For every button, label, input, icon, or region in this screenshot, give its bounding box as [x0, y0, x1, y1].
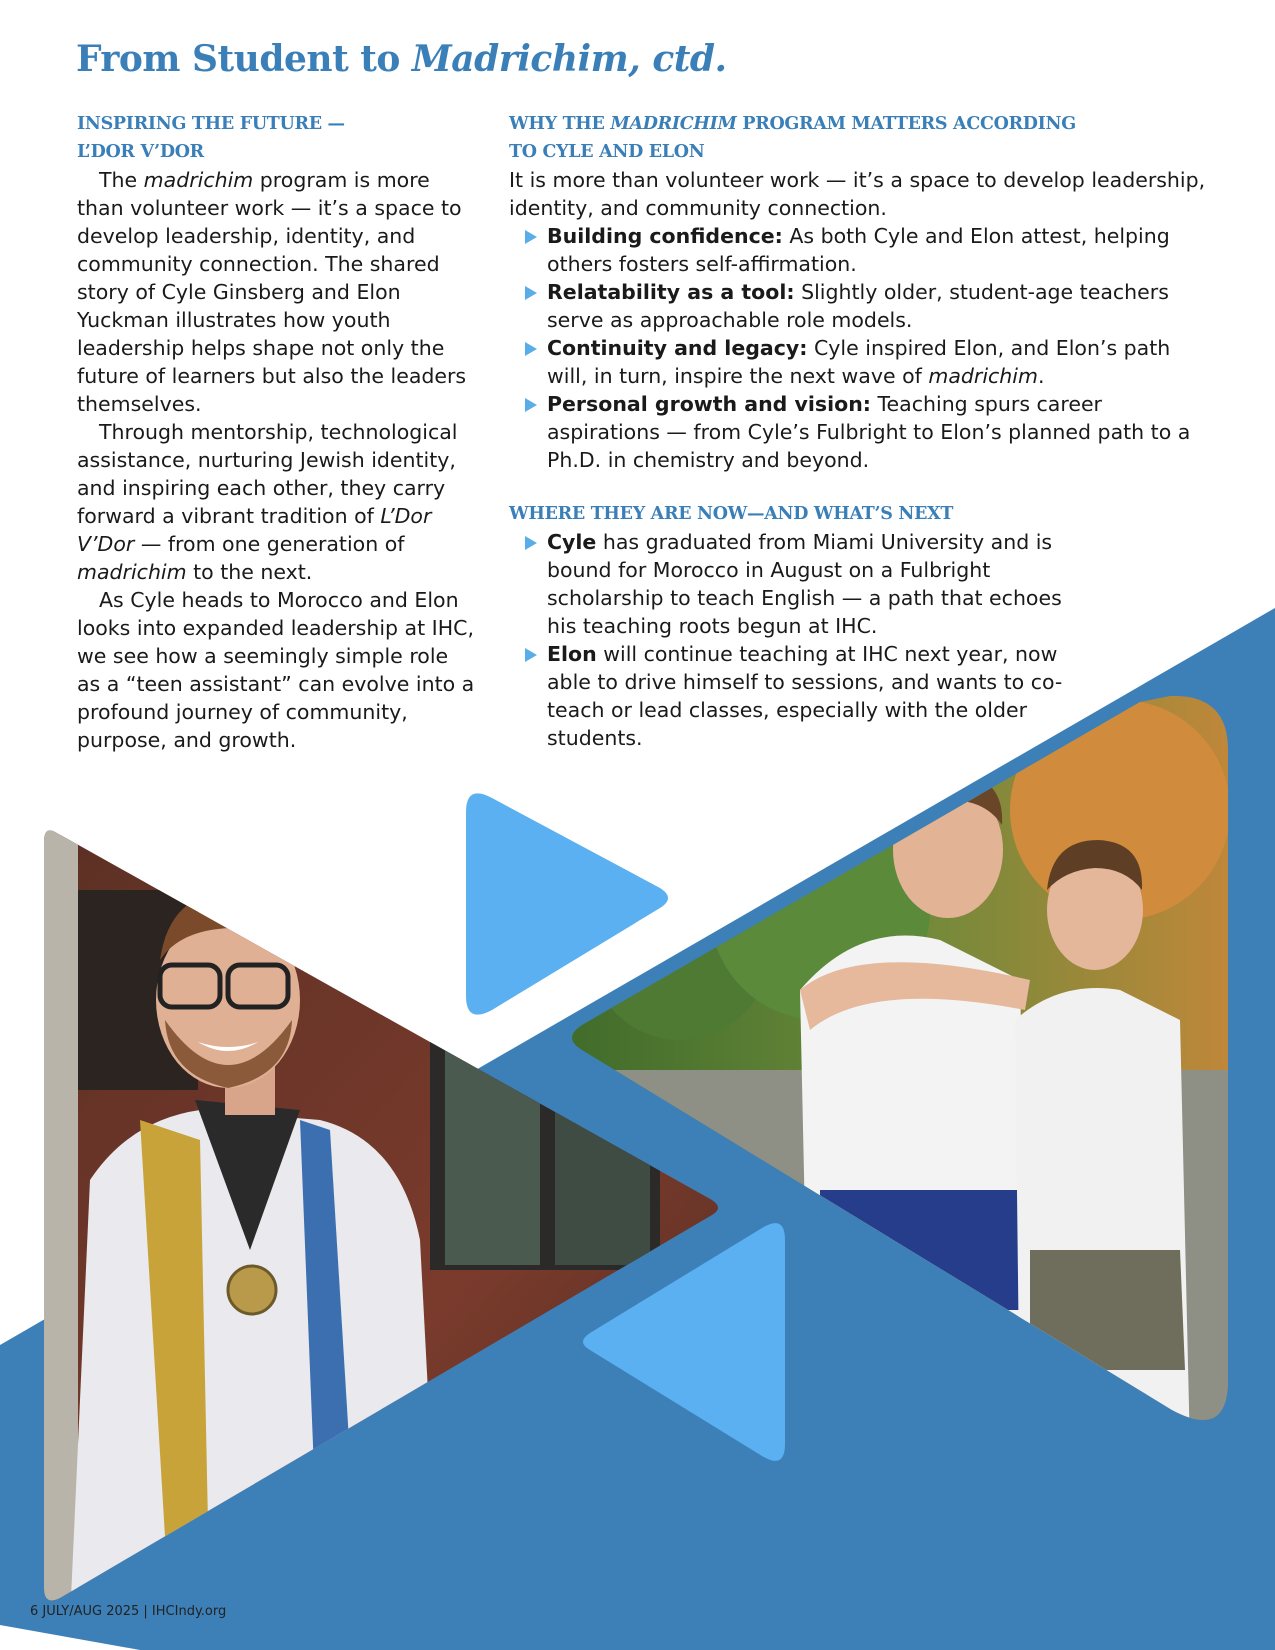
- page-title: From Student to Madrichim, ctd.: [76, 38, 727, 80]
- paragraph-3: As Cyle heads to Morocco and Elon looks into expanded leadership at IHC, we see how a seemingly simple role as a “teen assistant” can evolve into a profound journey of community, purpose, and growth.: [77, 588, 475, 752]
- section-heading-inspiring: INSPIRING THE FUTURE — L’DOR V’DOR: [77, 114, 345, 162]
- section-heading-why: WHY THE MADRICHIM PROGRAM MATTERS ACCORDING TO CYLE AND ELON: [509, 114, 1076, 162]
- light-triangle-bottom: [583, 1223, 785, 1461]
- list-item: Building confidence: As both Cyle and Elon attest, helping others fosters self-affirmation.: [509, 222, 1209, 278]
- right-column: [509, 110, 1209, 752]
- list-item: Elon will continue teaching at IHC next year, now able to drive himself to sessions, and wants to co-teach or lead classes, especially with the older students.: [509, 640, 1079, 752]
- list-item: Relatability as a tool: Slightly older, student-age teachers serve as approachable role models.: [509, 278, 1209, 334]
- section-heading-where: WHERE THEY ARE NOW—AND WHAT’S NEXT: [509, 504, 954, 524]
- left-column: [77, 110, 477, 754]
- list-item: Cyle has graduated from Miami University and is bound for Morocco in August on a Fulbright scholarship to teach English — a path that echoes his teaching roots begun at IHC.: [509, 528, 1079, 640]
- list-item: Continuity and legacy: Cyle inspired Elon, and Elon’s path will, in turn, inspire the next wave of madrichim.: [509, 334, 1209, 390]
- page-footer: 6 JULY/AUG 2025 | IHCIndy.org: [30, 1604, 227, 1619]
- paragraph-1: The madrichim program is more than volunteer work — it’s a space to develop leadership, identity, and community connection. The shared story of Cyle Ginsberg and Elon Yuckman illustrates how youth leadership helps shape not only the future of learners but also the leaders themselves.: [77, 168, 467, 416]
- intro-paragraph: It is more than volunteer work — it’s a space to develop leadership, identity, and community connection.: [509, 168, 1206, 220]
- reasons-list: [509, 222, 1209, 474]
- light-triangle-top: [466, 793, 668, 1014]
- list-item: Personal growth and vision: Teaching spurs career aspirations — from Cyle’s Fulbright to Elon’s planned path to a Ph.D. in chemistry and beyond.: [509, 390, 1209, 474]
- paragraph-2: Through mentorship, technological assistance, nurturing Jewish identity, and inspiring each other, they carry forward a vibrant tradition of L’Dor V’Dor — from one generation of madrichim to the next.: [77, 420, 458, 584]
- status-list: [509, 528, 1079, 752]
